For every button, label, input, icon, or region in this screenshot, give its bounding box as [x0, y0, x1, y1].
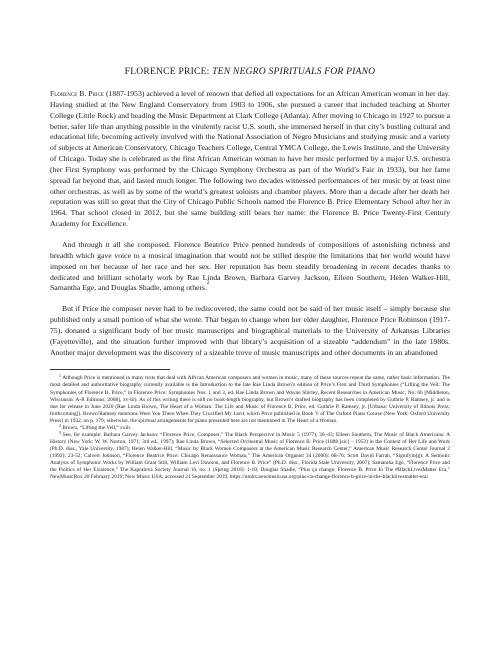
paragraph-3-text: But if Price the composer never had to be rediscovered, the same could not be said of her music itself – simply because she published only a small portion of what she wrote. That began to change when her elder daughter, Florence Price Robinson (1917-75), donated a significant body of her music manuscripts and biographical materials to the University of Arkansas Libraries (Fayetteville), and the situation further improved with that library’s acquisition of a sizeable “addendum” in the late 1980s. Another major development was the discovery of a sizeable trove of music manuscripts and other documents in an abandoned	[50, 304, 450, 357]
paragraph-3	[50, 304, 450, 358]
lead-smallcaps: Florence B. Price	[50, 89, 104, 98]
footnote-3	[50, 429, 450, 481]
footnote-ref-2: 2	[206, 281, 210, 287]
paragraph-1-text: (1887-1953) achieved a level of renown that defied all expectations for an African American woman in her day. Having studied at the New England Conservatory from 1903 to 1906, she pursued a career that included teaching at Shorter College (Little Rock) and heading the Music Department at Clark College (Atlanta). After moving to Chicago in 1927 to pursue a better, safer life than anything possible in the virulently racist U.S. south, she immersed herself in that city’s bustling cultural and educational life, becoming actively involved with the National Association of Negro Musicians and studying music and a variety of subjects at American Conservatory, Chicago Teachers College, Central YMCA College, the Lewis Institute, and the University of Chicago. Today she is celebrated as the first African American woman to have her music performed by a major U.S. orchestra (her First Symphony was performed by the Chicago Symphony Orchestra as part of the World’s Fair in 1933), but her fame spread far beyond that, and lasted much longer. The following two decades witnessed performances of her music by at least nine other orchestras, as well as by some of the world’s greatest soloists and chamber players. More than a decade after her death her reputation was still so great that the City of Chicago Public Schools named the Florence B. Price Elementary School after her in 1964. That school closed in 2012, but the same building still bears her name: the Florence B. Price Twenty-First Century Academy for Excellence.	[50, 89, 451, 229]
paragraph-2-text: And through it all she composed. Florence Beatrice Price penned hundreds of compositions of astonishing richness and breadth which gave voice to a musical imagination that would not be stilled despite the limitations that her world would have imposed on her because of her race and her sex. Her reputation has been steadily broadening in recent decades thanks to dedicated and brilliant scholarly work by Rae Linda Brown, Barbara Garvey Jackson, Eileen Southern, Helen Walker-Hill, Samantha Ege, and Douglas Shadle, among others.	[50, 239, 450, 293]
title-prefix: FLORENCE PRICE:	[124, 66, 213, 77]
document-page	[50, 66, 450, 481]
page-title	[50, 66, 450, 77]
footnote-text: See, for example: Barbara Garvey Jackson: “Florence Price, Composer,” The Black Perspective in Music 5 (1977), 30–43; Eileen Southern, The Music of Black Americans: A History (New York: W. W. Norton, 1971; 3rd ed., 1997); Rae Linda Brown, “Selected Orchestral Music of Florence B. Price (1888 [sic] – 1953) in the Context of Her Life and Work (Ph.D. diss., Yale University, 1987); Helen Walker-Hill, “Music by Black Women Composers at the American Music Research Center,” American Music Research Center Journal 2 (1992): 23-52; Calvert Johnson, “Florence Beatrice Price: Chicago Renaissance Woman,” The American Organist 34 (2000): 68-76; Scott David Farrah, “Signifyin(g): A Semiotic Analysis of Symphonic Works by William Grant Still, William Levi Dawson, and Florence B. Price” (Ph.D. diss., Florida State University, 2007); Samantha Ege, “Florence Price and the Politics of Her Existence,” The Kapralova Society Journal 16, no. 1 (Spring 2018): 1-10; Douglas Shadle, “Plus ça change: Florence B. Price In The #BlackLivesMatter Era,” NewMusicBox 20 February 2019; New Music USA, accessed 21 September 2019, https://nmbx.newmusicusa.org/plus-ca-change-florence-b-price-in-the-blacklivesmatter-era/.	[50, 431, 450, 481]
footnote-text: Brown, “Lifting the Veil,” xxiii.	[62, 424, 132, 431]
footnote-text: Although Price is mentioned in many texts that deal with African American composers and women in music, many of these sources repeat the same, rather basic information. The most detailed and authoritative biography currently available is the Introduction to the late Rae Linda Brown’s edition of Price’s First and Third Symphonies (“Lifting the Veil: The Symphonies of Florence B. Price,” in Florence Price: Symphonies Nos. 1 and 3, ed. Rae Linda Brown and Wayne Shirley, Recent Researches in American Music, No. 66 [Middleton, Wisconsin: A-R Editions, 2008], xv-lii). As of this writing there is still no book-length biography, but Brown’s drafted biography has been completed by Guthrie P. Ramsey, jr. and is due for release in June 2020 (Rae Linda Brown, The Heart of a Woman: The Life and Music of Florence B. Price, ed. Guthrie P. Ramsey, jr. [Urbana: University of Illinois Press, forthcoming]). Brown/Ramsey mentions Were You There When They Crucified My Lord, which Price published in Book V of The Oxford Piano Course (New York: Oxford University Press) in 1932, on p. 179; otherwise, the spiritual arrangements for piano presented here are not mentioned in The Heart of a Woman.	[50, 375, 450, 424]
title-italic: TEN NEGRO SPIRITUALS FOR PIANO	[212, 66, 376, 77]
footnote-number: 3	[59, 429, 61, 435]
footnote-number: 2	[59, 422, 61, 428]
footnote-divider	[50, 369, 170, 370]
footnote-1	[50, 375, 450, 424]
footnote-ref-1: 1	[127, 217, 131, 223]
paragraph-2	[50, 240, 450, 294]
paragraph-1	[50, 89, 450, 230]
footnote-number: 1	[59, 373, 61, 379]
footnote-2	[50, 422, 450, 432]
